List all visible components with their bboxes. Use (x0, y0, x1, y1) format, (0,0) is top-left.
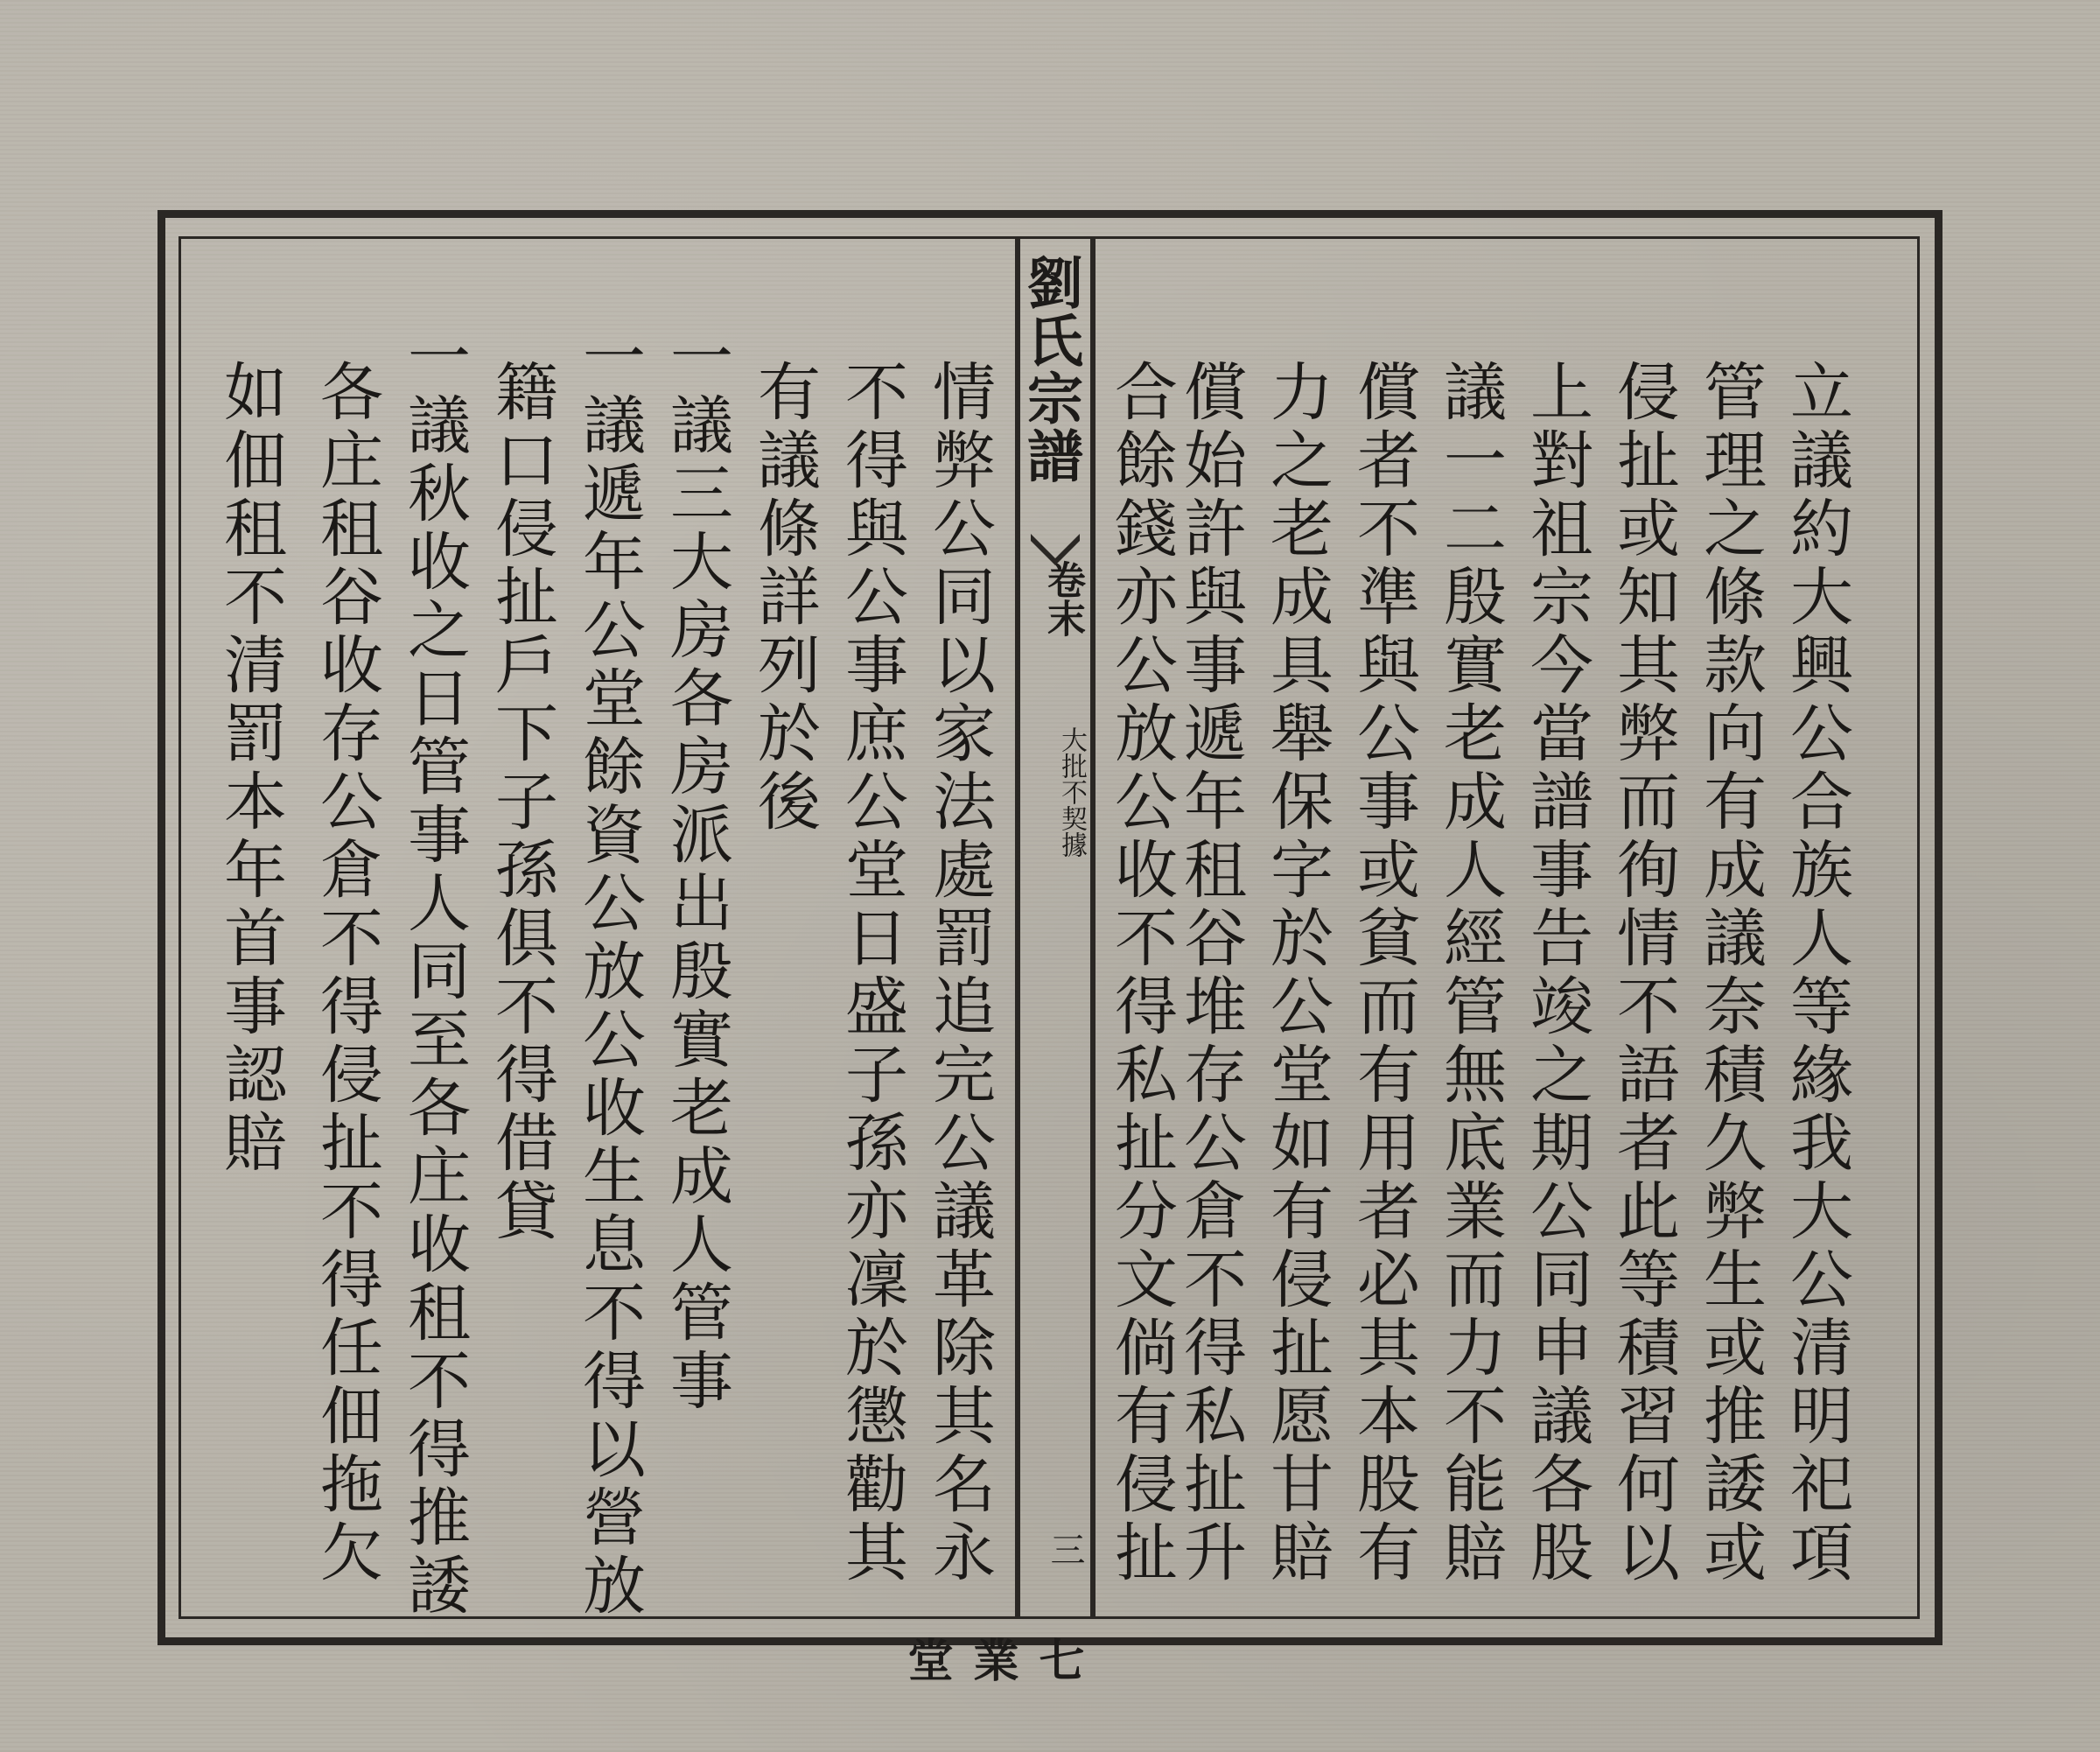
volume-label: 卷末 (1040, 560, 1085, 637)
text-column: 償者不準與公事或貧而有用者必其本股有 (1347, 359, 1420, 1587)
page-number: 三 (1045, 1531, 1085, 1566)
text-column: 力之老成具舉保字於公堂如有侵扯愿甘賠 (1260, 359, 1334, 1587)
text-column: 各庄租谷收存公倉不得侵扯不得任佃拖欠 (310, 359, 383, 1587)
section-note: 大批不契據 (1056, 726, 1087, 858)
hall-name: 七業堂 (900, 1636, 1084, 1682)
book-title: 劉氏宗譜 (1018, 254, 1083, 485)
text-column: 管理之條款向有成議奈積久弊生或推諉或 (1693, 359, 1767, 1587)
text-column: 議一二殷實老成人經管無底業而力不能賠 (1433, 359, 1507, 1587)
text-column: 情弊公同以家法處罰追完公議革除其名永 (922, 359, 996, 1587)
text-column: 合餘錢亦公放公收不得私扯分文倘有侵扯 (1104, 359, 1178, 1587)
text-column: 籍口侵扯戶下子孫俱不得借貸 (485, 359, 558, 1246)
text-column: 上對祖宗今當譜事告竣之期公同申議各股 (1520, 359, 1593, 1587)
text-column: 有議條詳列於後 (747, 359, 821, 837)
text-column: 一議三大房各房派出殷實老成人管事 (660, 324, 733, 1416)
fish-tail-mark-icon (1029, 532, 1082, 567)
text-column: 一議遞年公堂餘資公放公收生息不得以營放 (572, 324, 646, 1621)
text-column: 侵扯或知其弊而徇情不語者此等積習何以 (1606, 359, 1680, 1587)
text-column: 償始許與事遞年租谷堆存公倉不得私扯升 (1173, 359, 1247, 1587)
text-column: 一議秋收之日管事人同至各庄收租不得推諉 (397, 324, 471, 1621)
text-column: 如佃租不清罰本年首事認賠 (214, 359, 287, 1178)
text-column: 不得與公事庶公堂日盛子孫亦凜於懲勸其 (835, 359, 908, 1587)
text-column: 立議約大興公合族人等緣我大公清明祀項 (1780, 359, 1853, 1587)
